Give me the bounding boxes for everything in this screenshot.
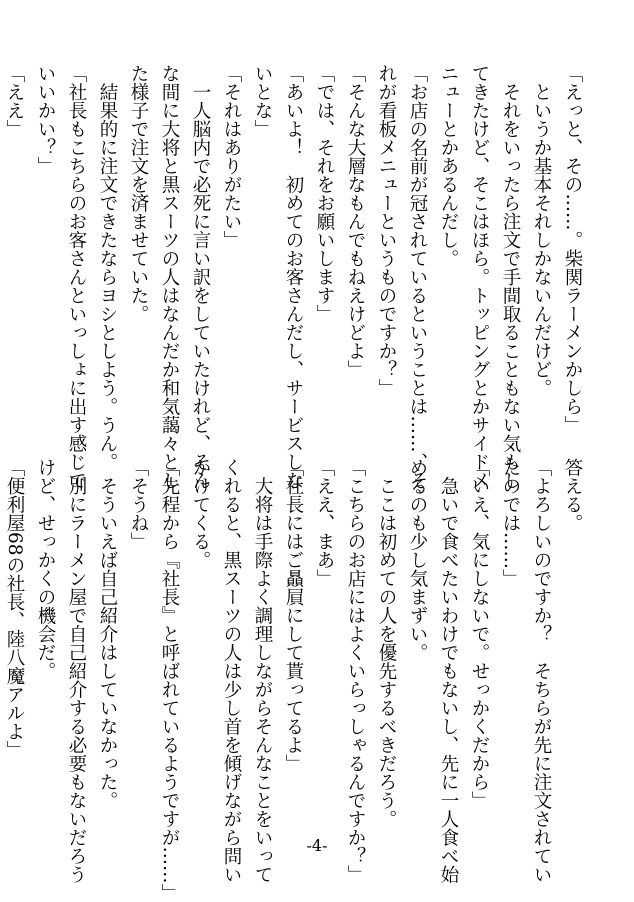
text-line: くれると、黒スーツの人は少し首を傾げながら問い [221,458,242,884]
text-line: というか基本それしかないんだけど。 [531,64,552,397]
text-line: 答える。 [562,458,583,532]
text-line: それをいったら注文で手間取ることもない気もし [500,64,521,490]
text-line: ニューとかあるんだし。 [438,64,459,268]
text-line: れが看板メニューというものですか？」 [376,64,397,397]
text-line: かけてくる。 [190,458,211,569]
text-line: 「社長もこちらのお客さんといっしょに出す感じで [66,64,87,490]
text-line: 「ええ」 [4,64,25,138]
page-number: -4- [306,836,328,855]
text-line: 「そんな大層なもんでもねえけどよ」 [345,64,366,379]
text-line: 「えっと、その……。柴関ラーメンかしら」 [562,64,583,434]
text-line: いいかい？」 [35,64,56,175]
text-line: 別にラーメン屋で自己紹介する必要もないだろう [66,458,87,884]
text-line: 「あいよ！ 初めてのお客さんだし、サービスしな [283,64,304,490]
text-line: けど、せっかくの機会だ。 [35,458,56,680]
text-line: 「いえ、気にしないで。せっかくだから」 [469,458,490,810]
text-line: たのでは……」 [500,458,521,588]
text-line: 「先程から『社長』と呼ばれているようですが……」 [159,458,180,902]
text-line: 大将は手際よく調理しながらそんなことをいって [252,458,273,884]
text-line: 「そうね」 [128,458,149,551]
text-line: 「それはありがたい」 [221,64,242,249]
text-line: 一人脳内で必死に言い訳をしていたけれど、そん [190,64,211,490]
text-line: 「ええ、まあ」 [314,458,335,588]
text-line: いとな」 [252,64,273,138]
text-line: 「社長にはご贔屓にして貰ってるよ」 [283,458,304,773]
upper-text-block [4,64,588,490]
text-line: 結果的に注文できたならヨシとしよう。うん。 [97,64,118,471]
text-line: 急いで食べたいわけでもないし、先に一人食べ始 [438,458,459,884]
lower-text-block [4,458,588,902]
text-line: た様子で注文を済ませていた。 [128,64,149,323]
text-line: めるのも少し気まずい。 [407,458,428,662]
text-line: 「では、それをお願いします」 [314,64,335,323]
text-line: てきたけど、そこはほら。トッピングとかサイドメ [469,64,490,490]
text-line: ここは初めての人を優先するべきだろう。 [376,458,397,828]
text-line: 「お店の名前が冠されているということは……、そ [407,64,428,490]
text-line: な間に大将と黒スーツの人はなんだか和気藹々とし [159,64,180,490]
text-line: そういえば自己紹介はしていなかった。 [97,458,118,810]
text-line: 「よろしいのですか？ そちらが先に注文されてい [531,458,552,884]
text-line: 「便利屋68の社長、陸八魔アルよ」 [4,458,25,760]
text-line: 「こちらのお店にはよくいらっしゃるんですか？」 [345,458,366,884]
